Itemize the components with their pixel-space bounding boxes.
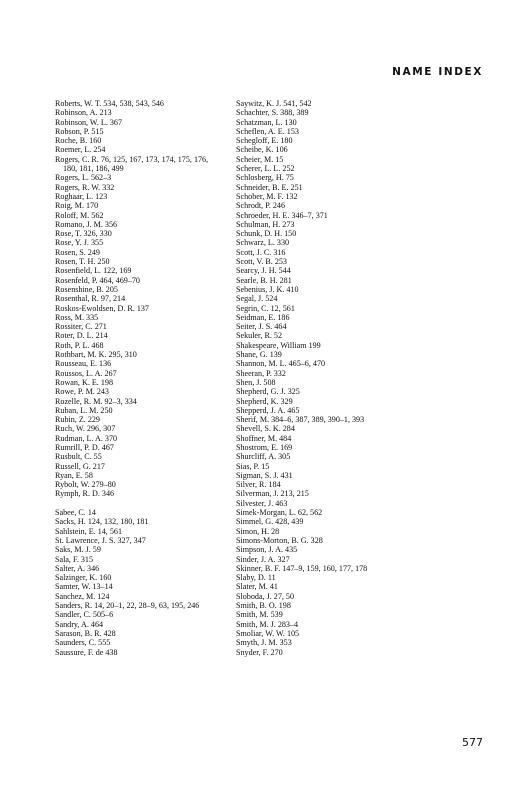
- index-entry: Rumrill, P. D. 467: [55, 442, 114, 452]
- index-entry: Shane, G. 139: [236, 350, 282, 360]
- index-entry: Searcy, J. H. 544: [236, 266, 291, 276]
- index-entry: Robson, P. 515: [55, 126, 104, 136]
- index-entry: Roberts, W. T. 534, 538, 543, 546: [55, 99, 164, 108]
- index-entry: Skinner, B. F. 147–9, 159, 160, 177, 178: [236, 563, 368, 573]
- index-entry: Rusbult, C. 55: [55, 452, 102, 462]
- section-gap: [55, 499, 235, 508]
- index-entry: Smith, M. 539: [236, 610, 283, 620]
- index-entry: Sekuler, R. 52: [236, 331, 282, 341]
- index-entry: Roter, D. L. 214: [55, 331, 108, 341]
- index-entry: Silvester, J. 463: [236, 498, 288, 508]
- index-entry: Sacks, H. 124, 132, 180, 181: [55, 517, 149, 527]
- index-entry: Roussos, L. A. 267: [55, 368, 117, 378]
- index-entry: Roloff, M. 562: [55, 210, 104, 220]
- index-entry: Schroeder, H. E. 346–7, 371: [236, 210, 328, 220]
- index-entry: Rymph, R. D. 346: [55, 489, 115, 499]
- index-entry: Saks, M. J. 59: [55, 545, 101, 555]
- index-entry: Sanders, R. 14, 20–1, 22, 28–9, 63, 195, 246: [55, 601, 200, 611]
- index-entry: Sloboda, J. 27, 50: [236, 591, 295, 601]
- index-entry: Romano, J. M. 356: [55, 219, 118, 229]
- index-entry: Scheibe, K. 106: [236, 145, 288, 155]
- index-entry: Smyth, J. M. 353: [236, 638, 292, 648]
- index-entry: Sigman, S. J. 431: [236, 470, 293, 480]
- index-entry: Samter, W. 13–14: [55, 582, 113, 592]
- index-entry: Schneider, B. E. 251: [236, 182, 303, 192]
- index-entry: Russell, G. 217: [55, 461, 105, 471]
- index-entry: Schober, M. F. 132: [236, 191, 298, 201]
- index-entry: Scherer, L. L. 252: [236, 164, 295, 174]
- index-entry: Schachter, S. 388, 389: [236, 108, 309, 118]
- index-entry: Scheflen, A. E. 153: [236, 126, 299, 136]
- index-entry: Schrodt, P. 246: [236, 201, 286, 211]
- index-entry: Robinson, W. L. 367: [55, 117, 123, 127]
- index-entry: Smith, M. J. 283–4: [236, 619, 299, 629]
- index-entry: Slater, M. 41: [236, 582, 278, 592]
- index-entry: Shevell, S. K. 284: [236, 424, 295, 434]
- index-entry: Rudman, L. A. 370: [55, 433, 118, 443]
- index-entry: Schatzman, L. 130: [236, 117, 297, 127]
- index-entry: Sherif, M. 384–6, 387, 389, 390–1, 393: [236, 415, 365, 425]
- index-entry: Rybolt, W. 279–80: [55, 480, 116, 490]
- index-entry: Shannon, M. L. 465–6, 470: [236, 359, 326, 369]
- index-entry: Simons-Morton, B. G. 328: [236, 535, 323, 545]
- index-entry: Silverman, J. 213, 215: [236, 489, 309, 499]
- page-number: 577: [462, 736, 483, 749]
- index-entry: Saussure, F. de 438: [55, 647, 118, 657]
- index-entry: Rosenthal, R. 97, 214: [55, 294, 126, 304]
- index-entry: Rothbart, M. K. 295, 310: [55, 350, 137, 360]
- index-entry: Slaby, D. 11: [236, 573, 276, 583]
- index-entry: Sias, P. 15: [236, 461, 270, 471]
- index-entry: Ruch, W. 296, 307: [55, 424, 116, 434]
- index-entry: Sebenius, J. K. 410: [236, 284, 299, 294]
- index-entry: Schunk, D. H. 150: [236, 229, 297, 239]
- index-entry: Shepperd, J. A. 465: [236, 405, 300, 415]
- index-entry: Schulman, H. 273: [236, 219, 295, 229]
- index-entry: Sala, F. 315: [55, 554, 94, 564]
- index-entry: St. Lawrence, J. S. 327, 347: [55, 535, 146, 545]
- index-entry: Segal, J. 524: [236, 294, 278, 304]
- index-entry: Rosen, S. 249: [55, 247, 100, 257]
- index-entry: 180, 181, 186, 499: [63, 164, 124, 174]
- index-entry: Simon, H. 28: [236, 526, 280, 536]
- index-entry: Simek-Morgan, L. 62, 562: [236, 508, 323, 518]
- index-entry: Ross, M. 335: [55, 312, 99, 322]
- index-entry: Scott, J. C. 316: [236, 247, 286, 257]
- index-entry: Smith, B. O. 198: [236, 601, 291, 611]
- index-entry: Salter, A. 346: [55, 563, 100, 573]
- index-entry: Rose, Y. J. 355: [55, 238, 104, 248]
- index-entry: Rosenfeld, P. 464, 469–70: [55, 275, 140, 285]
- index-entry: Schegloff, E. 180: [236, 136, 293, 146]
- index-entry: Shostrom, E. 169: [236, 442, 293, 452]
- index-entry: Scott, V. B. 253: [236, 257, 287, 267]
- index-entry: Sarason, B. R. 428: [55, 628, 116, 638]
- index-entry: Sheeran, P. 332: [236, 368, 286, 378]
- index-entry: Salzinger, K. 160: [55, 573, 112, 583]
- index-entry: Rossiter, C. 271: [55, 322, 107, 332]
- index-entry: Ruban, L. M. 250: [55, 405, 113, 415]
- index-entry: Shakespeare, William 199: [236, 340, 321, 350]
- index-entry: Segrin, C. 12, 561: [236, 303, 295, 313]
- index-entry: Snyder, F. 270: [236, 647, 283, 657]
- index-entry: Sandler, C. 505–6: [55, 610, 114, 620]
- index-entry: Sahlstein, E. 14, 561: [55, 526, 122, 536]
- index-entry: Robinson, A. 213: [55, 108, 112, 118]
- index-entry: Rogers, L. 562–3: [55, 173, 112, 183]
- index-entry: Ryan, E. 58: [55, 470, 93, 480]
- index-entry: Roskos-Ewoldsen, D. R. 137: [55, 303, 149, 313]
- index-entry: Seiter, J. S. 464: [236, 322, 287, 332]
- index-entry: Seidman, E. 186: [236, 312, 290, 322]
- index-entry: Rosenshine, B. 205: [55, 284, 118, 294]
- index-entry: Silver, R. 184: [236, 480, 281, 490]
- index-entry: Rousseau, E. 136: [55, 359, 112, 369]
- index-entry: Rogers, C. R. 76, 125, 167, 173, 174, 175, 176,: [55, 154, 209, 164]
- index-entry: Shoffner, M. 484: [236, 433, 292, 443]
- index-entry: Shepherd, K. 329: [236, 396, 293, 406]
- index-entry: Smoliar, W. W. 105: [236, 628, 300, 638]
- running-head-title: NAME INDEX: [392, 66, 483, 78]
- index-entry: Rowan, K. E. 198: [55, 377, 113, 387]
- index-entry: Rosenfield, L. 122, 169: [55, 266, 132, 276]
- index-entry: Simpson, J. A. 435: [236, 545, 298, 555]
- index-entry: Sinder, J. A. 327: [236, 554, 290, 564]
- index-entry: Sandry, A. 464: [55, 619, 104, 629]
- index-entry: Roth, P. L. 468: [55, 340, 104, 350]
- index-entry: Saunders, C. 555: [55, 638, 111, 648]
- index-entry: Rogers, R. W. 332: [55, 182, 115, 192]
- index-entry: Rosen, T. H. 250: [55, 257, 110, 267]
- index-entry: Sabee, C. 14: [55, 508, 96, 518]
- index-entry: Roig, M. 170: [55, 201, 99, 211]
- index-column-left: [55, 99, 235, 657]
- index-entry: Shurcliff, A. 305: [236, 452, 291, 462]
- index-entry: Sanchez, M. 124: [55, 591, 110, 601]
- index-entry: Simmel, G. 428, 439: [236, 517, 304, 527]
- index-entry: Rowe, P. M. 243: [55, 387, 109, 397]
- index-entry: Shepherd, G. J. 325: [236, 387, 300, 397]
- index-entry: Rozelle, R. M. 92–3, 334: [55, 396, 137, 406]
- index-entry: Searle, B. H. 281: [236, 275, 292, 285]
- index-entry: Roemer, L. 254: [55, 145, 106, 155]
- index-entry: Roghaar, L. 123: [55, 191, 108, 201]
- index-entry: Saywitz, K. J. 541, 542: [236, 99, 312, 108]
- index-column-right: [236, 99, 456, 657]
- index-entry: Schwarz, L. 330: [236, 238, 290, 248]
- index-entry: Scheier, M. 15: [236, 154, 284, 164]
- index-entry: Shen, J. 508: [236, 377, 276, 387]
- index-entry: Rubin, Z. 229: [55, 415, 100, 425]
- index-entry: Rose, T. 326, 330: [55, 229, 112, 239]
- index-entry: Roche, B. 160: [55, 136, 102, 146]
- index-entry: Schlosberg, H. 75: [236, 173, 294, 183]
